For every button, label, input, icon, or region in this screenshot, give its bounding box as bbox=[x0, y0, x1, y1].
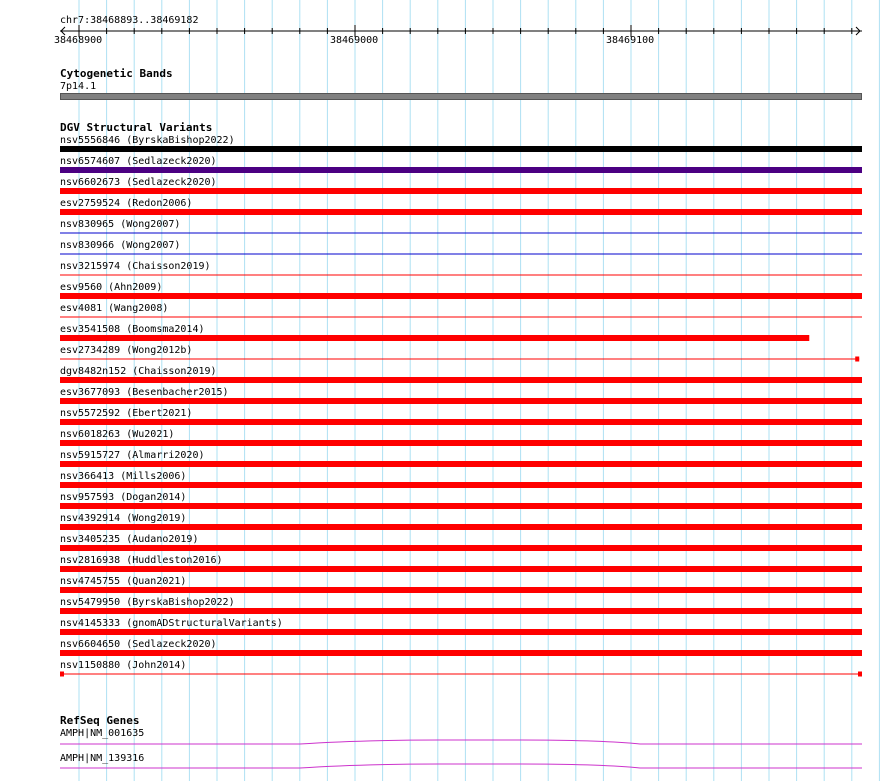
dgv-variant-label[interactable]: nsv4745755 (Quan2021) bbox=[60, 576, 187, 587]
dgv-variant-label[interactable]: esv2734289 (Wong2012b) bbox=[60, 345, 193, 356]
cyto-band-label: 7p14.1 bbox=[60, 81, 97, 92]
dgv-variant-label[interactable]: nsv6602673 (Sedlazeck2020) bbox=[60, 177, 217, 188]
dgv-track-title: DGV Structural Variants bbox=[60, 121, 213, 134]
ruler-tick-label: 38469100 bbox=[606, 35, 655, 46]
dgv-variant-label[interactable]: esv4081 (Wang2008) bbox=[60, 303, 169, 314]
dgv-variant-label[interactable]: nsv6574607 (Sedlazeck2020) bbox=[60, 156, 217, 167]
dgv-variant-label[interactable]: nsv830966 (Wong2007) bbox=[60, 240, 181, 251]
dgv-variant-label[interactable]: nsv1150880 (John2014) bbox=[60, 660, 187, 671]
ruler-tick-label: 38469000 bbox=[330, 35, 379, 46]
dgv-variant-label[interactable]: dgv8482n152 (Chaisson2019) bbox=[60, 366, 217, 377]
dgv-variant-label[interactable]: esv2759524 (Redon2006) bbox=[60, 198, 193, 209]
dgv-variant-label[interactable]: nsv4392914 (Wong2019) bbox=[60, 513, 187, 524]
dgv-variant-label[interactable]: nsv830965 (Wong2007) bbox=[60, 219, 181, 230]
cyto-band-bar[interactable] bbox=[60, 93, 862, 100]
dgv-variant-label[interactable]: nsv2816938 (Huddleston2016) bbox=[60, 555, 223, 566]
ruler-tick-label: 38468900 bbox=[54, 35, 103, 46]
cytogenetic-track-title: Cytogenetic Bands bbox=[60, 67, 173, 80]
refseq-track-title: RefSeq Genes bbox=[60, 714, 140, 727]
gene-label[interactable]: AMPH|NM_001635 bbox=[60, 728, 145, 739]
dgv-variant-label[interactable]: nsv5479950 (ByrskaBishop2022) bbox=[60, 597, 235, 608]
dgv-variant-label[interactable]: nsv6604650 (Sedlazeck2020) bbox=[60, 639, 217, 650]
dgv-variant-label[interactable]: nsv4145333 (gnomADStructuralVariants) bbox=[60, 618, 283, 629]
dgv-variant-label[interactable]: nsv5572592 (Ebert2021) bbox=[60, 408, 193, 419]
dgv-variant-label[interactable]: nsv957593 (Dogan2014) bbox=[60, 492, 187, 503]
dgv-variant-label[interactable]: nsv366413 (Mills2006) bbox=[60, 471, 187, 482]
coordinate-ruler[interactable] bbox=[0, 0, 890, 60]
dgv-variant-label[interactable]: nsv3215974 (Chaisson2019) bbox=[60, 261, 211, 272]
dgv-variant-label[interactable]: esv9560 (Ahn2009) bbox=[60, 282, 163, 293]
dgv-variant-label[interactable]: nsv5556846 (ByrskaBishop2022) bbox=[60, 135, 235, 146]
dgv-variant-label[interactable]: nsv5915727 (Almarri2020) bbox=[60, 450, 205, 461]
location-label: chr7:38468893..38469182 bbox=[60, 15, 199, 26]
dgv-variant-label[interactable]: nsv6018263 (Wu2021) bbox=[60, 429, 175, 440]
dgv-variant-label[interactable]: esv3541508 (Boomsma2014) bbox=[60, 324, 205, 335]
dgv-variant-label[interactable]: esv3677093 (Besenbacher2015) bbox=[60, 387, 229, 398]
dgv-variant-label[interactable]: nsv3405235 (Audano2019) bbox=[60, 534, 199, 545]
gene-label[interactable]: AMPH|NM_139316 bbox=[60, 753, 145, 764]
